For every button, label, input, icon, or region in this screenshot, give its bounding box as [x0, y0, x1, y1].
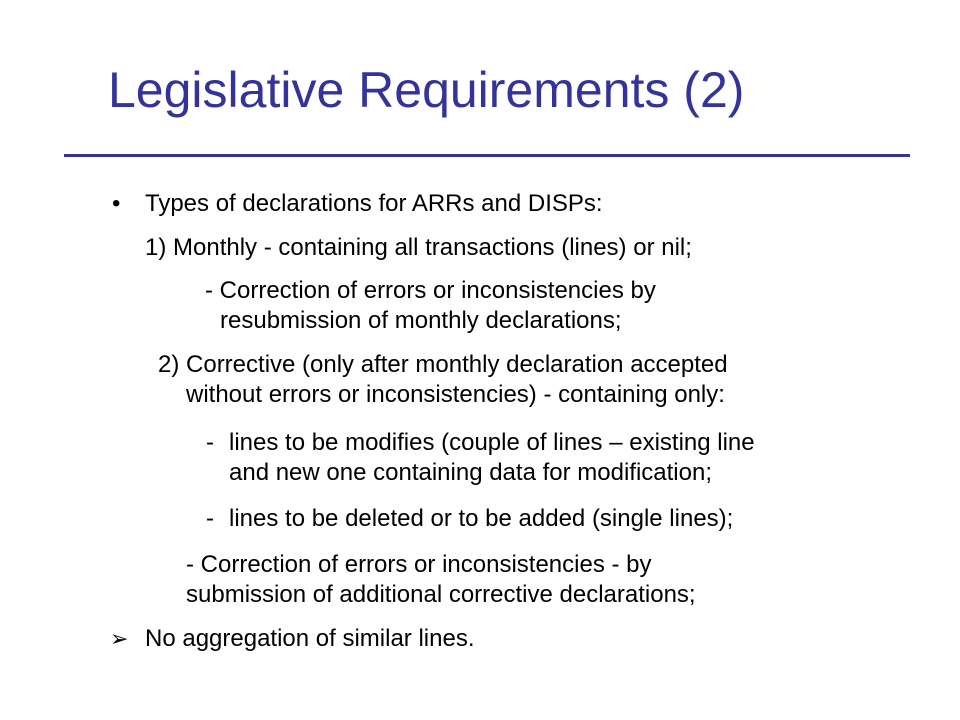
no-aggregation-note: No aggregation of similar lines.: [145, 625, 475, 652]
corrective-correction-line1: - Correction of errors or inconsistencies - by: [186, 551, 652, 578]
declaration-types-heading: Types of declarations for ARRs and DISPs:: [145, 190, 603, 217]
modify-lines-line2: and new one containing data for modification;: [229, 459, 712, 486]
delete-add-dash: -: [206, 505, 214, 532]
corrective-correction-line2: submission of additional corrective declarations;: [186, 581, 696, 608]
title-divider: [64, 154, 910, 157]
modify-dash: -: [206, 429, 214, 456]
bullet-dot-icon: •: [112, 190, 121, 217]
monthly-correction-line1: - Correction of errors or inconsistencies by: [205, 277, 656, 304]
corrective-item-line2: without errors or inconsistencies) - containing only:: [186, 381, 725, 408]
monthly-item: 1) Monthly - containing all transactions (lines) or nil;: [145, 234, 692, 261]
monthly-correction-line2: resubmission of monthly declarations;: [220, 307, 622, 334]
delete-add-lines: lines to be deleted or to be added (single lines);: [229, 505, 734, 532]
arrow-bullet-icon: ➢: [110, 626, 129, 651]
slide-title: Legislative Requirements (2): [108, 62, 745, 118]
modify-lines-line1: lines to be modifies (couple of lines – existing line: [229, 429, 755, 456]
corrective-item-line1: 2) Corrective (only after monthly declaration accepted: [158, 351, 728, 378]
